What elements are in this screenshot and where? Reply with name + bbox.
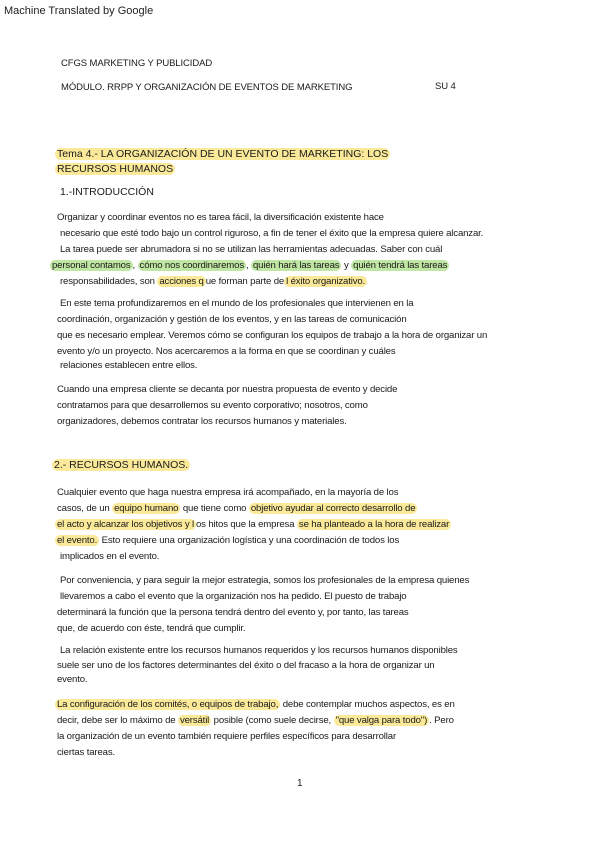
p4-line1: Cualquier evento que haga nuestra empresa irá acompañado, en la mayoría de los xyxy=(57,487,399,498)
hl-equipo-humano: equipo humano xyxy=(114,503,179,514)
p3-line1: Cuando una empresa cliente se decanta por nuestra propuesta de evento y decide xyxy=(57,384,398,395)
course-header: CFGS MARKETING Y PUBLICIDAD xyxy=(61,58,213,69)
hl-coordinaremos: cómo nos coordinaremos xyxy=(139,260,244,271)
unit-label: SU 4 xyxy=(435,81,456,92)
p3-line3: organizadores, debemos contratar los recursos humanos y materiales. xyxy=(57,416,347,427)
hl-versatil: versátil xyxy=(179,715,210,726)
page-number: 1 xyxy=(297,778,303,789)
p4-line2: casos, de un equipo humano que tiene como objetivo ayudar al correcto desarrollo de xyxy=(57,503,416,514)
p7-line2: decir, debe ser lo máximo de versátil posible (como suele decirse, "que valga para todo") . Pero xyxy=(57,715,454,726)
p4-line5: implicados en el evento. xyxy=(60,551,160,562)
p5-line1: Por conveniencia, y para seguir la mejor estrategia, somos los profesionales de la empresa quienes xyxy=(60,575,470,586)
translation-banner: Machine Translated by Google xyxy=(4,5,154,17)
p1-line1: Organizar y coordinar eventos no es tarea fácil, la diversificación existente hace xyxy=(57,212,384,223)
section-intro-title: 1.-INTRODUCCIÓN xyxy=(60,186,154,198)
p5-line2: llevaremos a cabo el evento que la organización nos ha pedido. El puesto de trabajo xyxy=(60,591,407,602)
hl-personal: personal contamos xyxy=(52,260,131,271)
hl-planteado: se ha planteado a la hora de realizar xyxy=(298,519,450,530)
hl-objetivo: objetivo ayudar al correcto desarrollo de xyxy=(250,503,416,514)
hl-el-evento: el evento. xyxy=(57,535,98,546)
p7-line3: la organización de un evento también requiere perfiles específicos para desarrollar xyxy=(57,731,396,742)
topic-title-line2 xyxy=(55,163,175,175)
p6-line3: evento. xyxy=(57,674,88,685)
topic-title-line1 xyxy=(55,148,390,160)
p7-line1: La configuración de los comités, o equipos de trabajo, debe contemplar muchos aspectos, es en xyxy=(57,699,455,710)
p3-line2: contratamos para que desarrollemos su evento corporativo; nosotros, como xyxy=(57,400,368,411)
p2-line4: evento y/o un proyecto. Nos acercaremos a la forma en que se coordinan y cuáles xyxy=(57,346,396,357)
hl-quien-tendra: quién tendrá las tareas xyxy=(353,260,448,271)
p2-line1: En este tema profundizaremos en el mundo de los profesionales que intervienen en la xyxy=(60,298,414,309)
module-header: MÓDULO. RRPP Y ORGANIZACIÓN DE EVENTOS DE MARKETING xyxy=(61,82,353,93)
p7-line4: ciertas tareas. xyxy=(57,747,116,758)
hl-comites: La configuración de los comités, o equipos de trabajo, xyxy=(57,699,279,710)
topic-title-text-2: RECURSOS HUMANOS xyxy=(57,163,174,175)
section-rrhh-text: 2.- RECURSOS HUMANOS. xyxy=(54,459,189,471)
p6-line1: La relación existente entre los recursos humanos requeridos y los recursos humanos disponibles xyxy=(60,645,458,656)
topic-title-text-1: Tema 4.- LA ORGANIZACIÓN DE UN EVENTO DE MARKETING: LOS xyxy=(57,148,389,160)
p5-line4: que, de acuerdo con éste, tendrá que cumplir. xyxy=(57,623,246,634)
p1-line5: responsabilidades, son acciones q ue forman parte de l éxito organizativo. xyxy=(60,276,366,287)
section-rrhh-title xyxy=(52,459,190,471)
p2-line2: coordinación, organización y gestión de los eventos, y en las tareas de comunicación xyxy=(57,314,407,325)
p4-line4: el evento. Esto requiere una organización logística y una coordinación de todos los xyxy=(57,535,400,546)
p6-line2: suele ser uno de los factores determinantes del éxito o del fracaso a la hora de organizar un xyxy=(57,660,435,671)
hl-valga: "que valga para todo") xyxy=(335,715,428,726)
p1-line2: necesario que esté todo bajo un control riguroso, a fin de tener el éxito que la empresa quiere alcanzar. xyxy=(60,228,484,239)
hl-quien-hara: quién hará las tareas xyxy=(253,260,340,271)
hl-acciones: acciones q xyxy=(159,276,204,287)
p2-line3: que es necesario emplear. Veremos cómo se configuran los equipos de trabajo a la hora de organizar un xyxy=(57,330,488,341)
p1-line3: La tarea puede ser abrumadora si no se utilizan las herramientas adecuadas. Saber con cuál xyxy=(60,244,443,255)
p1-line4: personal contamos , cómo nos coordinaremos , quién hará las tareas y quién tendrá las tareas xyxy=(52,260,448,271)
p5-line3: determinará la función que la persona tendrá dentro del evento y, por tanto, las tareas xyxy=(57,607,409,618)
hl-alcanzar: el acto y alcanzar los objetivos y l xyxy=(57,519,194,530)
p2-line5: relaciones establecen entre ellos. xyxy=(60,360,198,371)
p4-line3: el acto y alcanzar los objetivos y l os hitos que la empresa se ha planteado a la hora de realizar xyxy=(57,519,450,530)
hl-exito: l éxito organizativo. xyxy=(286,276,366,287)
